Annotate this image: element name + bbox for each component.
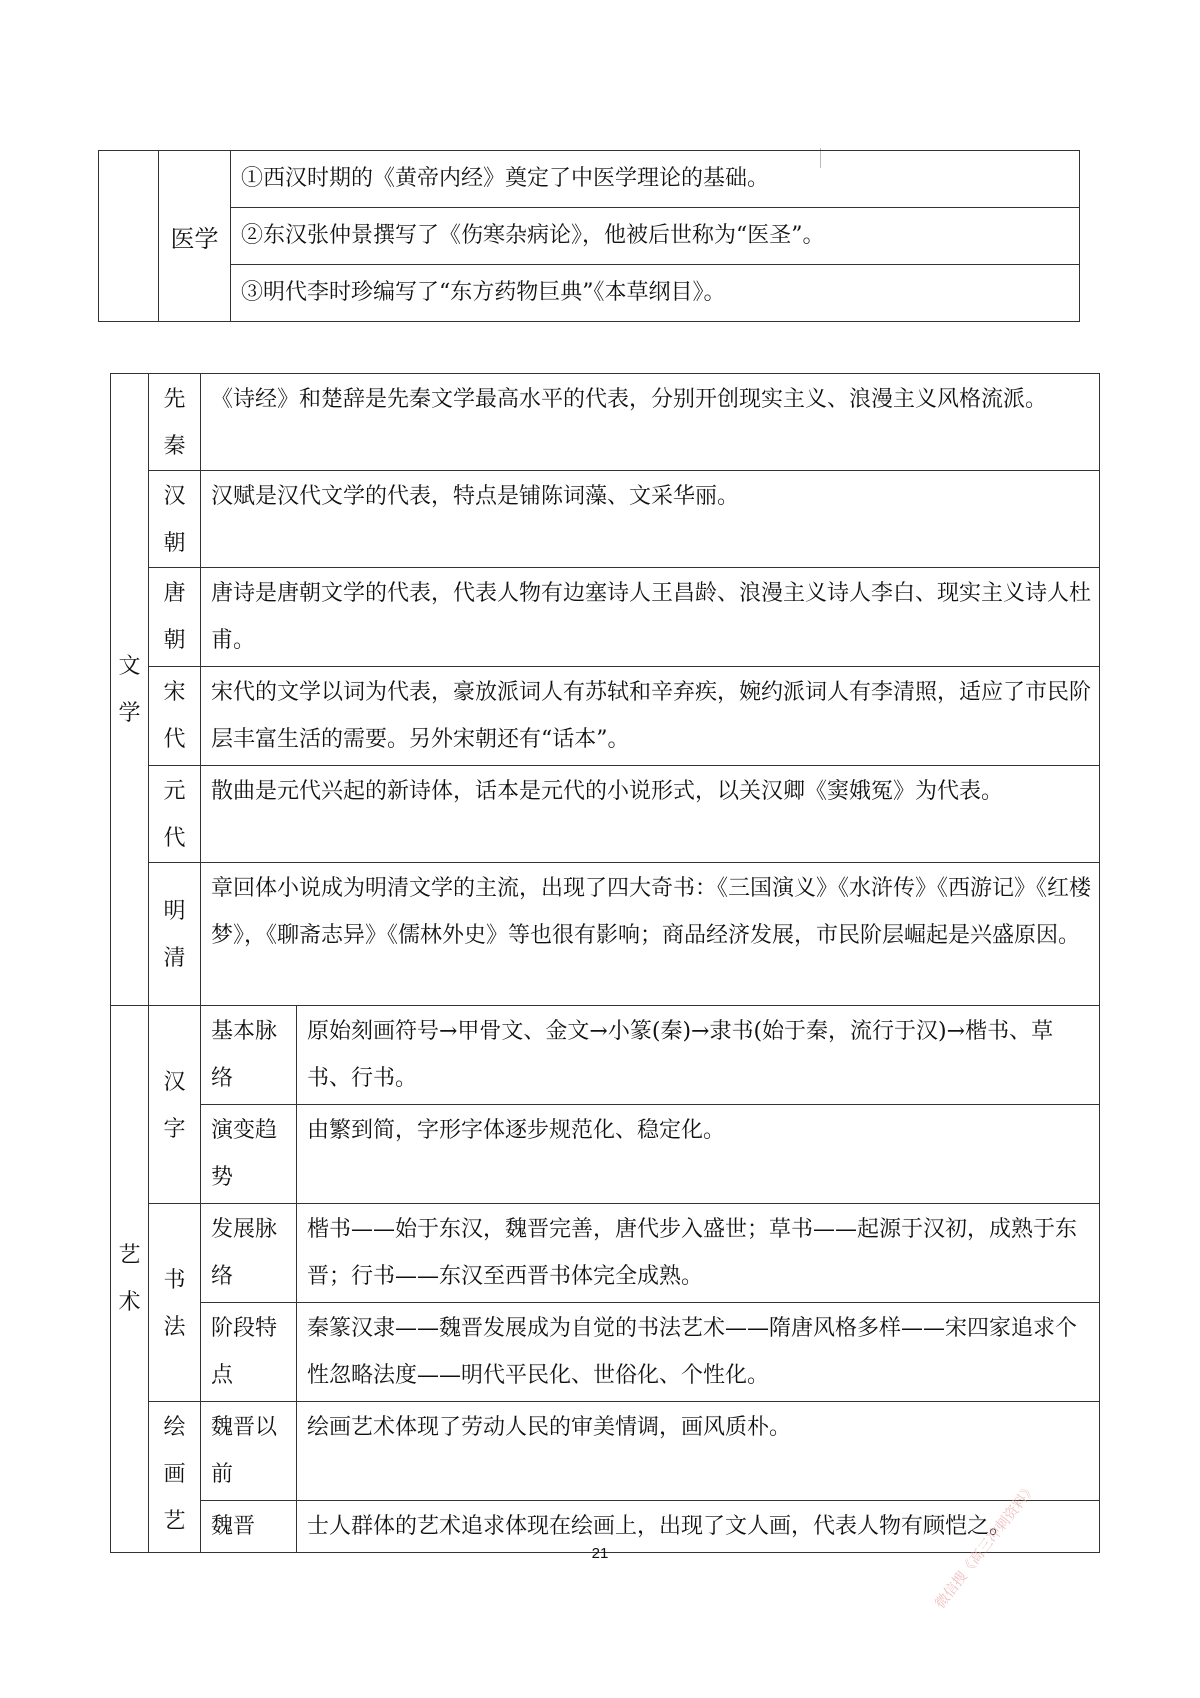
period-cell [149,471,201,568]
period-char: 清 [163,946,186,971]
art-text: 士人群体的艺术追求体现在绘画上，出现了文人画，代表人物有顾恺之。 [297,1501,1100,1553]
art-group-char: 法 [163,1314,186,1340]
art-text: 绘画艺术体现了劳动人民的审美情调，画风质朴。 [297,1402,1100,1501]
period-char: 明 [163,899,186,924]
medicine-item: ③明代李时珍编写了“东方药物巨典”《本草纲目》。 [231,265,1080,322]
art-group-char: 画 [163,1462,186,1487]
art-row-label: 发展脉络 [201,1204,297,1303]
art-group-char: 书 [163,1267,186,1293]
period-char: 唐 [163,581,186,606]
literature-text: 章回体小说成为明清文学的主流，出现了四大奇书：《三国演义》《水浒传》《西游记》《红楼梦》，《聊斋志异》《儒林外史》等也很有影响；商品经济发展，市民阶层崛起是兴盛原因。 [201,863,1100,1006]
art-text: 原始刻画符号→甲骨文、金文→小篆(秦)→隶书(始于秦，流行于汉)→楷书、草书、行书。 [297,1006,1100,1105]
medicine-item: ①西汉时期的《黄帝内经》奠定了中医学理论的基础。 [231,151,1080,208]
period-char: 先 [163,387,186,412]
art-text: 由繁到简，字形字体逐步规范化、稳定化。 [297,1105,1100,1204]
empty-category-cell [99,151,159,322]
literature-text: 散曲是元代兴起的新诗体，话本是元代的小说形式，以关汉卿《窦娥冤》为代表。 [201,766,1100,863]
art-label-char: 艺 [118,1243,141,1268]
literature-text: 宋代的文学以词为代表，豪放派词人有苏轼和辛弃疾，婉约派词人有李清照，适应了市民阶层丰富生活的需要。另外宋朝还有“话本”。 [201,667,1100,766]
period-cell [149,568,201,667]
art-label-char: 术 [118,1290,141,1315]
period-char: 代 [163,727,186,752]
period-char: 宋 [163,680,186,705]
art-text: 楷书——始于东汉，魏晋完善，唐代步入盛世；草书——起源于汉初，成熟于东晋；行书——东汉至西晋书体完全成熟。 [297,1204,1100,1303]
watermark: 微信搜《高三冲刺资料》 [932,1480,1040,1612]
period-char: 秦 [163,434,186,459]
art-row-label: 阶段特点 [201,1303,297,1402]
literature-text: 汉赋是汉代文学的代表，特点是铺陈词藻、文采华丽。 [201,471,1100,568]
period-char: 代 [163,826,186,851]
art-group-char: 汉 [163,1069,186,1095]
medicine-table [98,150,1080,322]
period-cell [149,766,201,863]
art-group-cell [149,1402,201,1553]
period-cell [149,667,201,766]
period-char: 朝 [163,628,186,653]
period-char: 元 [163,779,186,804]
literature-text: 唐诗是唐朝文学的代表，代表人物有边塞诗人王昌龄、浪漫主义诗人李白、现实主义诗人杜甫。 [201,568,1100,667]
art-row-label: 演变趋势 [201,1105,297,1204]
art-group-cell [149,1204,201,1402]
period-cell [149,374,201,471]
literature-label-char: 学 [118,700,141,726]
culture-table [110,373,1100,1553]
art-row-label: 魏晋 [201,1501,297,1553]
page-number: 21 [591,1545,609,1562]
medicine-label: 医学 [159,151,231,322]
art-group-char: 艺 [163,1509,186,1534]
art-text: 秦篆汉隶——魏晋发展成为自觉的书法艺术——隋唐风格多样——宋四家追求个性忽略法度——明代平民化、世俗化、个性化。 [297,1303,1100,1402]
literature-label-char: 文 [118,653,141,679]
art-group-char: 绘 [163,1415,186,1440]
literature-text: 《诗经》和楚辞是先秦文学最高水平的代表，分别开创现实主义、浪漫主义风格流派。 [201,374,1100,471]
art-label [111,1006,149,1553]
art-row-label: 魏晋以前 [201,1402,297,1501]
period-cell [149,863,201,1006]
art-group-cell [149,1006,201,1204]
period-char: 朝 [163,531,186,556]
art-row-label: 基本脉络 [201,1006,297,1105]
period-char: 汉 [163,484,186,509]
medicine-item: ②东汉张仲景撰写了《伤寒杂病论》，他被后世称为“医圣”。 [231,208,1080,265]
literature-label [111,374,149,1006]
art-group-char: 字 [163,1116,186,1142]
